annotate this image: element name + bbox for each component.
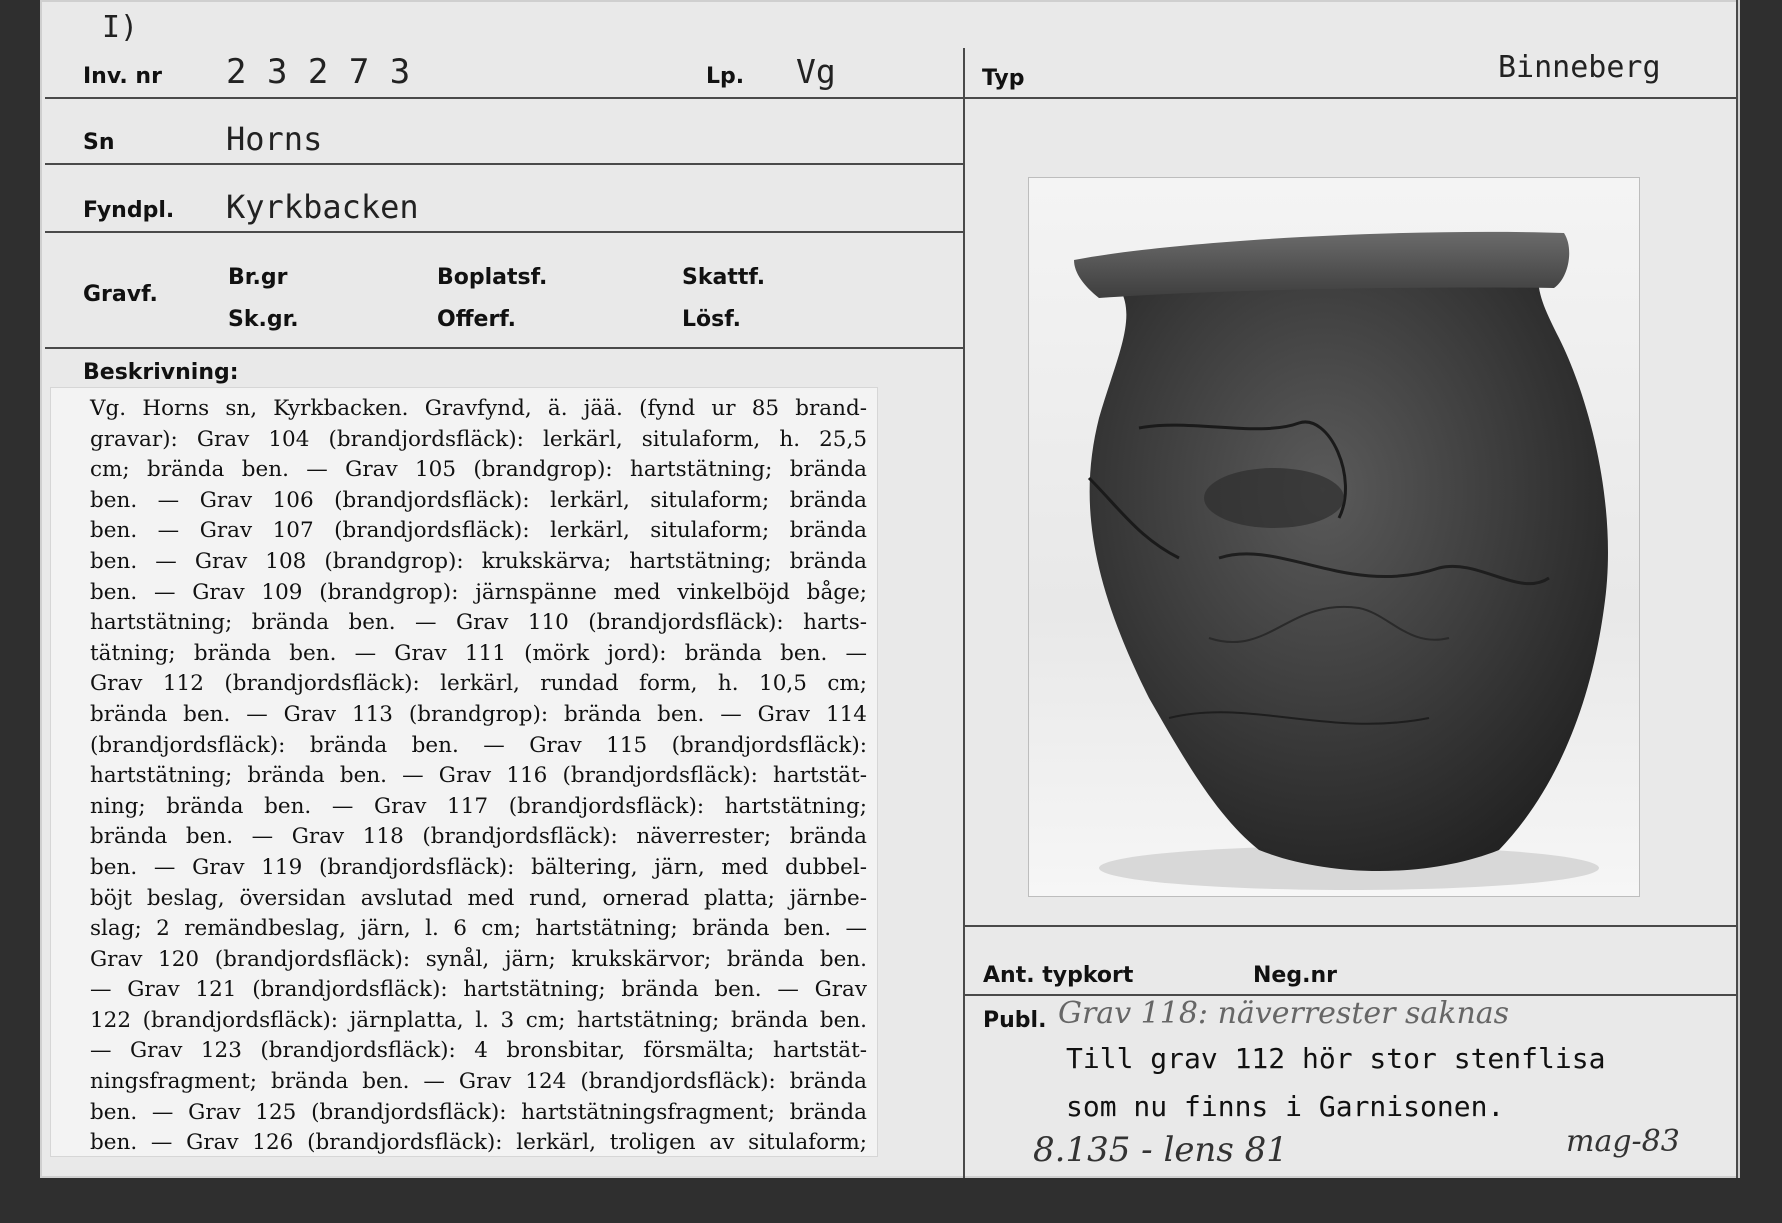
description-line: ben. — Grav 108 (brandgrop): krukskärva; hartstätning; brända	[90, 548, 867, 574]
skgr-label: Sk.gr.	[228, 307, 299, 332]
lp-value: Vg	[796, 52, 836, 91]
description-line: 122 (brandjordsfläck): järnplatta, l. 3 cm; hartstätning; brända ben.	[90, 1007, 867, 1033]
description-line: — Grav 121 (brandjordsfläck): hartstätning; brända ben. — Grav	[90, 977, 867, 1003]
description-line: ben. — Grav 109 (brandgrop): järnspänne med vinkelböjd båge;	[90, 579, 867, 605]
description-line: hartstätning; brända ben. — Grav 110 (brandjordsfläck): harts-	[90, 610, 867, 636]
sn-value: Horns	[226, 120, 323, 158]
inv-label: Inv. nr	[83, 64, 162, 89]
losf-label: Lösf.	[682, 307, 741, 332]
description-line: brända ben. — Grav 118 (brandjordsfläck): näverrester; brända	[90, 824, 867, 850]
note-line-2: som nu finns i Garnisonen.	[1066, 1090, 1505, 1123]
rule-middle	[963, 48, 965, 1178]
lp-label: Lp.	[706, 64, 745, 89]
inv-number: 2 3 2 7 3	[226, 52, 411, 92]
rule-sn	[45, 163, 963, 165]
description-line: cm; brända ben. — Grav 105 (brandgrop): hartstätning; brända	[90, 457, 867, 483]
description-line: Vg. Horns sn, Kyrkbacken. Gravfynd, ä. jää. (fynd ur 85 brand-	[90, 396, 867, 421]
description-line: ben. — Grav 106 (brandjordsfläck): lerkärl, situlaform; brända	[90, 487, 867, 513]
description-line: gravar): Grav 104 (brandjordsfläck): lerkärl, situlaform, h. 25,5	[90, 426, 867, 452]
description-line: Grav 120 (brandjordsfläck): synål, järn; krukskärvor; brända ben.	[90, 946, 867, 972]
gravf-label: Gravf.	[83, 282, 158, 307]
description-line: brända ben. — Grav 113 (brandgrop): brända ben. — Grav 114	[90, 701, 867, 727]
description-line: ning; brända ben. — Grav 117 (brandjordsfläck): hartstätning;	[90, 793, 867, 819]
corner-mark: I)	[102, 10, 139, 45]
description-line: — Grav 123 (brandjordsfläck): 4 bronsbitar, försmälta; hartstät-	[90, 1038, 867, 1064]
typ-value: Binneberg	[1498, 50, 1661, 85]
description-line: ben. — Grav 107 (brandjordsfläck): lerkärl, situlaform; brända	[90, 518, 867, 544]
skattf-label: Skattf.	[682, 265, 766, 290]
description-line: slag; 2 remändbeslag, järn, l. 6 cm; hartstätning; brända ben. —	[90, 916, 867, 942]
vessel-photo	[1028, 177, 1640, 897]
beskrivning-label: Beskrivning:	[83, 360, 239, 385]
bottom-handwritten-left: 8.135 - lens 81	[1033, 1130, 1288, 1170]
rule-gravf	[45, 347, 963, 349]
description-line: ben. — Grav 125 (brandjordsfläck): hartstätningsfragment; brända	[90, 1099, 867, 1125]
offerf-label: Offerf.	[437, 307, 517, 332]
description-line: ben. — Grav 126 (brandjordsfläck): lerkärl, troligen av situlaform;	[90, 1130, 867, 1156]
publ-label: Publ.	[983, 1008, 1047, 1033]
publ-handwritten-note: Grav 118: näverrester saknas	[1058, 996, 1510, 1031]
fyndpl-label: Fyndpl.	[83, 198, 175, 223]
description-line: ben. — Grav 119 (brandjordsfläck): bältering, järn, med dubbel-	[90, 854, 867, 880]
description-line: hartstätning; brända ben. — Grav 116 (brandjordsfläck): hartstät-	[90, 763, 867, 789]
vessel-image	[1029, 178, 1639, 896]
rule-top	[45, 97, 1737, 99]
description-text	[50, 387, 878, 1157]
neg-nr-label: Neg.nr	[1253, 963, 1337, 988]
typ-label: Typ	[982, 66, 1025, 91]
sn-label: Sn	[83, 130, 115, 155]
bottom-handwritten-right: mag-83	[1566, 1124, 1680, 1159]
description-line: tätning; brända ben. — Grav 111 (mörk jord): brända ben. —	[90, 640, 867, 666]
description-line: (brandjordsfläck): brända ben. — Grav 115 (brandjordsfläck):	[90, 732, 867, 758]
rule-ant	[963, 925, 1737, 927]
description-line: Grav 112 (brandjordsfläck): lerkärl, rundad form, h. 10,5 cm;	[90, 671, 867, 697]
fyndpl-value: Kyrkbacken	[226, 188, 419, 226]
description-line: böjt beslag, översidan avslutad med rund, ornerad platta; järnbe-	[90, 885, 867, 911]
brgr-label: Br.gr	[228, 265, 288, 290]
note-line-1: Till grav 112 hör stor stenflisa	[1066, 1042, 1606, 1075]
rule-right-edge	[1736, 0, 1738, 1178]
ant-typkort-label: Ant. typkort	[983, 963, 1134, 988]
boplatsf-label: Boplatsf.	[437, 265, 548, 290]
rule-fyndpl	[45, 231, 963, 233]
description-line: ningsfragment; brända ben. — Grav 124 (brandjordsfläck): brända	[90, 1069, 867, 1095]
